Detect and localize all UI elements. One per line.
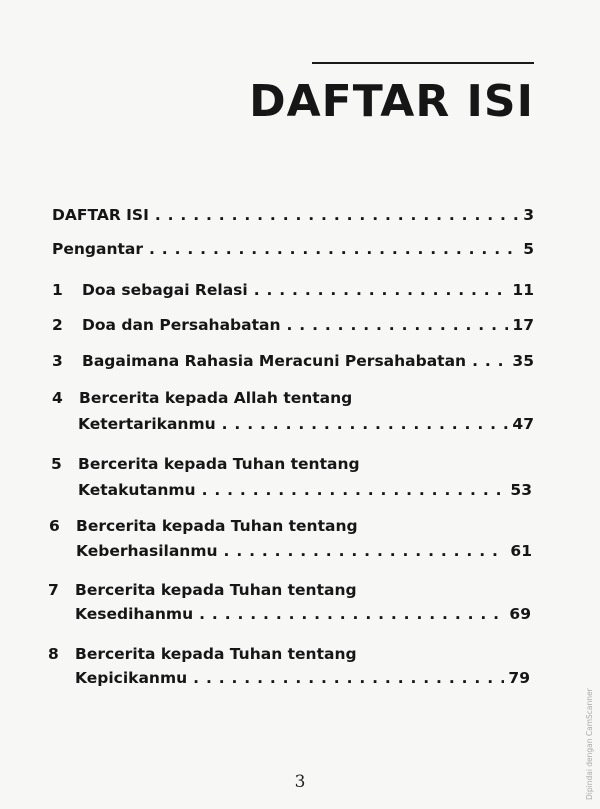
- toc-entry-first-line[interactable]: [52, 387, 352, 409]
- toc-entry-title: Bercerita kepada Tuhan tentang: [76, 517, 358, 535]
- toc-entry[interactable]: [75, 603, 531, 625]
- page-title: DAFTAR ISI: [249, 76, 534, 127]
- toc-entry[interactable]: [52, 279, 534, 301]
- toc-entry-first-line[interactable]: [48, 643, 357, 665]
- toc-dot-leader: [155, 204, 519, 226]
- toc-entry-page: 69: [509, 605, 531, 623]
- toc-entry-title-continued: Ketakutanmu: [78, 481, 196, 499]
- toc-entry-first-line[interactable]: [51, 453, 360, 475]
- page-number: 3: [294, 772, 306, 792]
- toc-entry-number: 2: [52, 316, 63, 334]
- toc-entry-number: 6: [49, 517, 60, 535]
- toc-entry-title-continued: Kesedihanmu: [75, 605, 194, 623]
- toc-entry[interactable]: [52, 350, 534, 372]
- toc-dot-leader: [472, 350, 508, 372]
- toc-entry-title: DAFTAR ISI: [52, 206, 149, 224]
- toc-entry-first-line[interactable]: [48, 579, 357, 601]
- toc-entry[interactable]: [52, 314, 534, 336]
- toc-dot-leader: [287, 314, 509, 336]
- toc-entry-title-continued: Kepicikanmu: [75, 669, 188, 687]
- toc-dot-leader: [193, 667, 504, 689]
- toc-entry-title: Doa sebagai Relasi: [82, 281, 248, 299]
- toc-entry[interactable]: [52, 238, 534, 260]
- toc-entry-page: 53: [510, 481, 532, 499]
- toc-dot-leader: [254, 279, 509, 301]
- toc-entry-first-line[interactable]: [49, 515, 358, 537]
- toc-entry-number: 5: [51, 455, 62, 473]
- toc-entry-number: 1: [52, 281, 63, 299]
- toc-dot-leader: [224, 540, 507, 562]
- toc-dot-leader: [222, 413, 509, 435]
- toc-entry-number: 7: [48, 581, 59, 599]
- toc-entry[interactable]: [76, 540, 532, 562]
- toc-entry-number: 3: [52, 352, 63, 370]
- toc-entry-title: Bercerita kepada Tuhan tentang: [75, 581, 357, 599]
- toc-entry-page: 79: [508, 669, 530, 687]
- toc-entry-page: 11: [512, 281, 534, 299]
- toc-entry[interactable]: [75, 667, 530, 689]
- toc-entry-title-continued: Keberhasilanmu: [76, 542, 218, 560]
- scanner-watermark: [585, 670, 597, 800]
- toc-entry-number: 8: [48, 645, 59, 663]
- toc-entry[interactable]: [78, 413, 534, 435]
- toc-entry[interactable]: [52, 204, 534, 226]
- toc-entry-page: 5: [523, 240, 534, 258]
- scanner-watermark-text: Dipindai dengan CamScanner: [585, 688, 594, 800]
- toc-entry-page: 35: [512, 352, 534, 370]
- toc-entry-page: 61: [510, 542, 532, 560]
- toc-entry-title: Pengantar: [52, 240, 144, 258]
- toc-entry-title: Doa dan Persahabatan: [82, 316, 281, 334]
- toc-entry-title: Bercerita kepada Allah tentang: [79, 389, 353, 407]
- toc-dot-leader: [199, 603, 505, 625]
- toc-entry-number: 4: [52, 389, 63, 407]
- toc-entry-page: 47: [512, 415, 534, 433]
- toc-dot-leader: [202, 479, 507, 501]
- toc-dot-leader: [149, 238, 519, 260]
- toc-entry[interactable]: [78, 479, 532, 501]
- toc-entry-title: Bercerita kepada Tuhan tentang: [75, 645, 357, 663]
- toc-entry-title-continued: Ketertarikanmu: [78, 415, 216, 433]
- toc-entry-title: Bercerita kepada Tuhan tentang: [78, 455, 360, 473]
- toc-entry-page: 3: [523, 206, 534, 224]
- toc-entry-page: 17: [512, 316, 534, 334]
- toc-entry-title: Bagaimana Rahasia Meracuni Persahabatan: [82, 352, 467, 370]
